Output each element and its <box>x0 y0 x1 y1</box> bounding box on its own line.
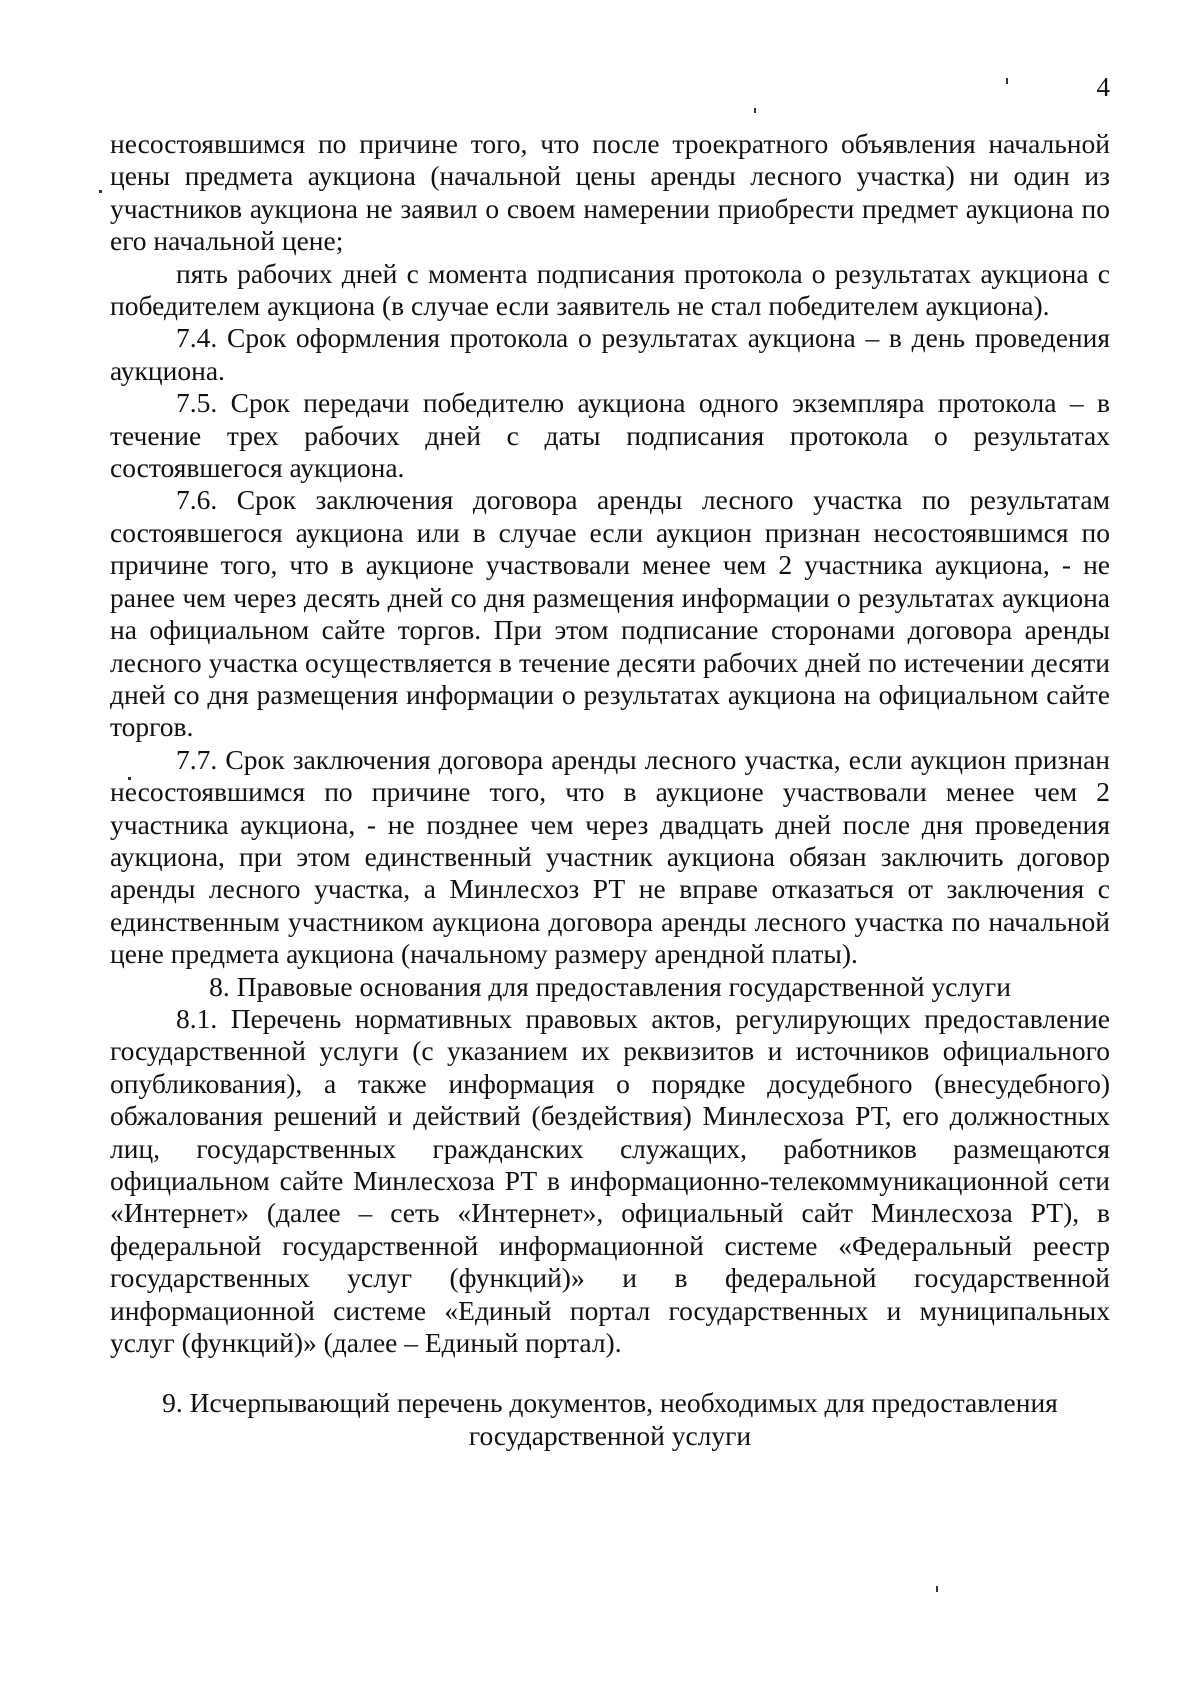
document-body <box>110 128 1110 1452</box>
paragraph-continuation: несостоявшимся по причине того, что после троекратного объявления начальной цены предмета аукциона (начальной цены аренды лесного участка) ни один из участников аукциона не заявил о своем намерении приобрести предмет аукциона по его начальной цене; <box>110 128 1110 257</box>
scan-artifact-mark <box>936 1586 938 1592</box>
paragraph-7-4: 7.4. Срок оформления протокола о результатах аукциона – в день проведения аукциона. <box>110 322 1110 386</box>
page-number: 4 <box>1096 72 1110 102</box>
paragraph-7-5: 7.5. Срок передачи победителю аукциона одного экземпляра протокола – в течение трех рабочих дней с даты подписания протокола о результатах состоявшегося аукциона. <box>110 387 1110 484</box>
paragraph-five-days: пять рабочих дней с момента подписания протокола о результатах аукциона с победителем аукциона (в случае если заявитель не стал победителем аукциона). <box>110 257 1110 322</box>
paragraph-7-6: 7.6. Срок заключения договора аренды лесного участка по результатам состоявшегося аукциона или в случае если аукцион признан несостоявшимся по причине того, что в аукционе участвовали менее чем 2 участника аукциона, - не ранее чем через десять дней со дня размещения информации о результатах аукциона на официальном сайте торгов. При этом подписание сторонами договора аренды лесного участка осуществляется в течение десяти рабочих дней по истечении десяти дней со дня размещения информации о результатах аукциона на официальном сайте торгов. <box>110 484 1110 743</box>
section-9-heading <box>110 1387 1110 1452</box>
section-9-heading-line-2: государственной услуги <box>468 1419 752 1451</box>
paragraph-7-7: 7.7. Срок заключения договора аренды лесного участка, если аукцион признан несостоявшимся по причине того, что в аукционе участвовали менее чем 2 участника аукциона, - не позднее чем через двадцать дней после дня проведения аукциона, при этом единственный участник аукциона обязан заключить договор аренды лесного участка, а Минлесхоз РТ не вправе отказаться от заключения с единственным участником аукциона договора аренды лесного участка по начальной цене предмета аукциона (начальному размеру арендной платы). <box>110 743 1110 970</box>
scan-artifact-mark <box>99 190 102 193</box>
scan-artifact-mark <box>754 108 756 113</box>
paragraph-8-1: 8.1. Перечень нормативных правовых актов, регулирующих предоставление государственной услуги (с указанием их реквизитов и источников официального опубликования), а также информация о порядке досудебного (внесудебного) обжалования решений и действий (бездействия) Минлесхоза РТ, его должностных лиц, государственных гражданских служащих, работников размещаются официальном сайте Минлесхоза РТ в информационно-телекоммуникационной сети «Интернет» (далее – сеть «Интернет», официальный сайт Минлесхоза РТ), в федеральной государственной информационной системе «Федеральный реестр государственных услуг (функций)» и в федеральной государственной информационной системе «Единый портал государственных и муниципальных услуг (функций)» (далее – Единый портал). <box>110 1002 1110 1359</box>
scan-artifact-mark <box>1006 78 1008 84</box>
section-9-heading-line-1: 9. Исчерпывающий перечень документов, необходимых для предоставления <box>162 1387 1058 1419</box>
section-8-heading: 8. Правовые основания для предоставления государственной услуги <box>209 970 1011 1002</box>
